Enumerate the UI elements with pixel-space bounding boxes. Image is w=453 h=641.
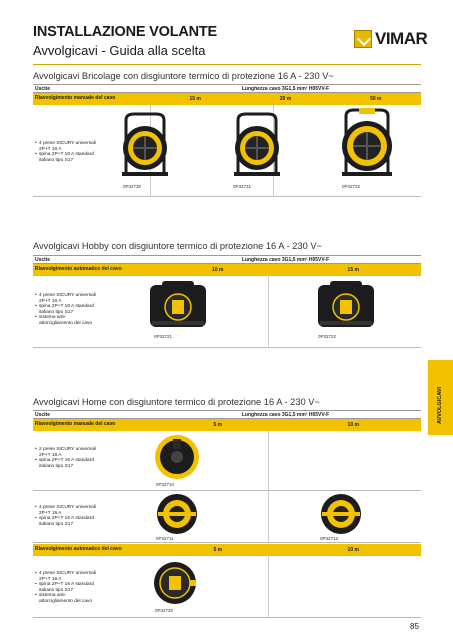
section-title-hobby: Avvolgicavi Hobby con disgiuntore termico di protezione 16 A - 230 V~ bbox=[33, 241, 322, 251]
rewind-label: Riavvolgimento automatico del cavo bbox=[35, 546, 122, 553]
length-col: 15 m bbox=[347, 267, 359, 273]
feature-item: • 4 prese SICURY universali 2P+T 16 A bbox=[35, 293, 97, 304]
feature-item: • 4 prese SICURY universali 2P+T 16 A bbox=[35, 141, 97, 152]
cable-reel-hobby-10m-image bbox=[148, 281, 208, 331]
product-code: 0P32722 bbox=[318, 334, 337, 339]
product-code: 0P32711 bbox=[156, 536, 174, 541]
rewind-label: Riavvolgimento manuale del cavo bbox=[35, 95, 116, 102]
page-number: 85 bbox=[410, 622, 419, 631]
table-header-home bbox=[33, 410, 421, 431]
feature-list bbox=[35, 571, 97, 605]
cable-length-label: Lunghezza cavo 3G1,5 mm² H05VV-F bbox=[241, 256, 330, 263]
table-row-home-2-sockets bbox=[33, 431, 421, 491]
header-divider bbox=[33, 64, 421, 65]
vimar-logo bbox=[354, 28, 427, 50]
length-col: 50 m bbox=[370, 96, 382, 102]
product-code: 0P32732 bbox=[342, 184, 361, 189]
logo-mark-icon bbox=[354, 30, 372, 48]
product-code: 0P32731 bbox=[233, 184, 252, 189]
length-col: 10 m bbox=[347, 422, 359, 428]
table-header-bricolage bbox=[33, 84, 421, 105]
feature-item: • sistema anti-attorcigliamento del cavo bbox=[35, 593, 97, 604]
section-title-bricolage: Avvolgicavi Bricolage con disgiuntore termico di protezione 16 A - 230 V~ bbox=[33, 71, 334, 81]
product-code: 0P32721 bbox=[154, 334, 173, 339]
uscite-label: Uscite bbox=[35, 85, 51, 92]
cable-reel-home-5m-image bbox=[154, 493, 200, 535]
uscite-label: Uscite bbox=[35, 256, 51, 263]
product-code: 0P32710 bbox=[156, 482, 175, 487]
feature-list bbox=[35, 141, 97, 163]
feature-item: • spina 2P+T 16 A standard italiano tipo S17 bbox=[35, 304, 97, 315]
uscite-label: Uscite bbox=[35, 411, 51, 418]
feature-item: • spina 2P+T 16 A standard italiano tipo S17 bbox=[35, 516, 97, 527]
cable-reel-home-10m-image bbox=[318, 493, 364, 535]
length-col: 30 m bbox=[279, 96, 292, 102]
section-title-home: Avvolgicavi Home con disgiuntore termico di protezione 16 A - 230 V~ bbox=[33, 397, 320, 407]
length-col: 15 m bbox=[189, 96, 201, 102]
cable-reel-30m-image bbox=[228, 112, 286, 178]
length-col: 10 m bbox=[347, 547, 359, 553]
table-subheader-home-auto bbox=[33, 544, 421, 556]
feature-item: • sistema anti-attorcigliamento del cavo bbox=[35, 315, 97, 326]
cable-reel-hobby-15m-image bbox=[316, 281, 376, 331]
cable-reel-15m-image bbox=[116, 112, 174, 178]
cable-reel-home-2p-image bbox=[154, 433, 200, 481]
cable-reel-home-auto-image bbox=[152, 560, 198, 606]
page-title: INSTALLAZIONE VOLANTE bbox=[33, 24, 218, 40]
section-side-tab bbox=[428, 360, 453, 435]
feature-item: • 2 prese SICURY universali 2P+T 16 A bbox=[35, 447, 97, 458]
length-col: 5 m bbox=[213, 422, 223, 428]
side-tab-label: AVVOLGICAVI bbox=[437, 386, 443, 424]
table-header-hobby bbox=[33, 255, 421, 276]
length-col: 5 m bbox=[213, 547, 223, 553]
cable-length-label: Lunghezza cavo 3G1,5 mm² H05VV-F bbox=[241, 85, 330, 92]
rewind-label: Riavvolgimento automatico del cavo bbox=[35, 266, 122, 273]
table-row-home-auto bbox=[33, 556, 421, 618]
product-code: 0P32720 bbox=[155, 608, 174, 613]
logo-text: VIMAR bbox=[375, 29, 428, 48]
rewind-label: Riavvolgimento manuale del cavo bbox=[35, 421, 116, 428]
feature-list bbox=[35, 505, 97, 527]
feature-item: • spina 2P+T 16 A standard italiano tipo S17 bbox=[35, 152, 97, 163]
feature-item: • 4 prese SICURY universali 2P+T 16 A bbox=[35, 505, 97, 516]
length-col: 10 m bbox=[212, 267, 224, 273]
cable-length-label: Lunghezza cavo 3G1,5 mm² H05VV-F bbox=[241, 411, 330, 418]
feature-item: • spina 2P+T 16 A standard italiano tipo S17 bbox=[35, 582, 97, 593]
feature-item: • spina 2P+T 16 A standard italiano tipo S17 bbox=[35, 458, 97, 469]
feature-list bbox=[35, 293, 97, 327]
product-code: 0P32712 bbox=[320, 536, 339, 541]
feature-item: • 4 prese SICURY universali 2P+T 16 A bbox=[35, 571, 97, 582]
product-code: 0P32730 bbox=[123, 184, 142, 189]
page-subtitle: Avvolgicavi - Guida alla scelta bbox=[33, 43, 206, 58]
cable-reel-50m-image bbox=[336, 108, 398, 178]
feature-list bbox=[35, 447, 97, 469]
